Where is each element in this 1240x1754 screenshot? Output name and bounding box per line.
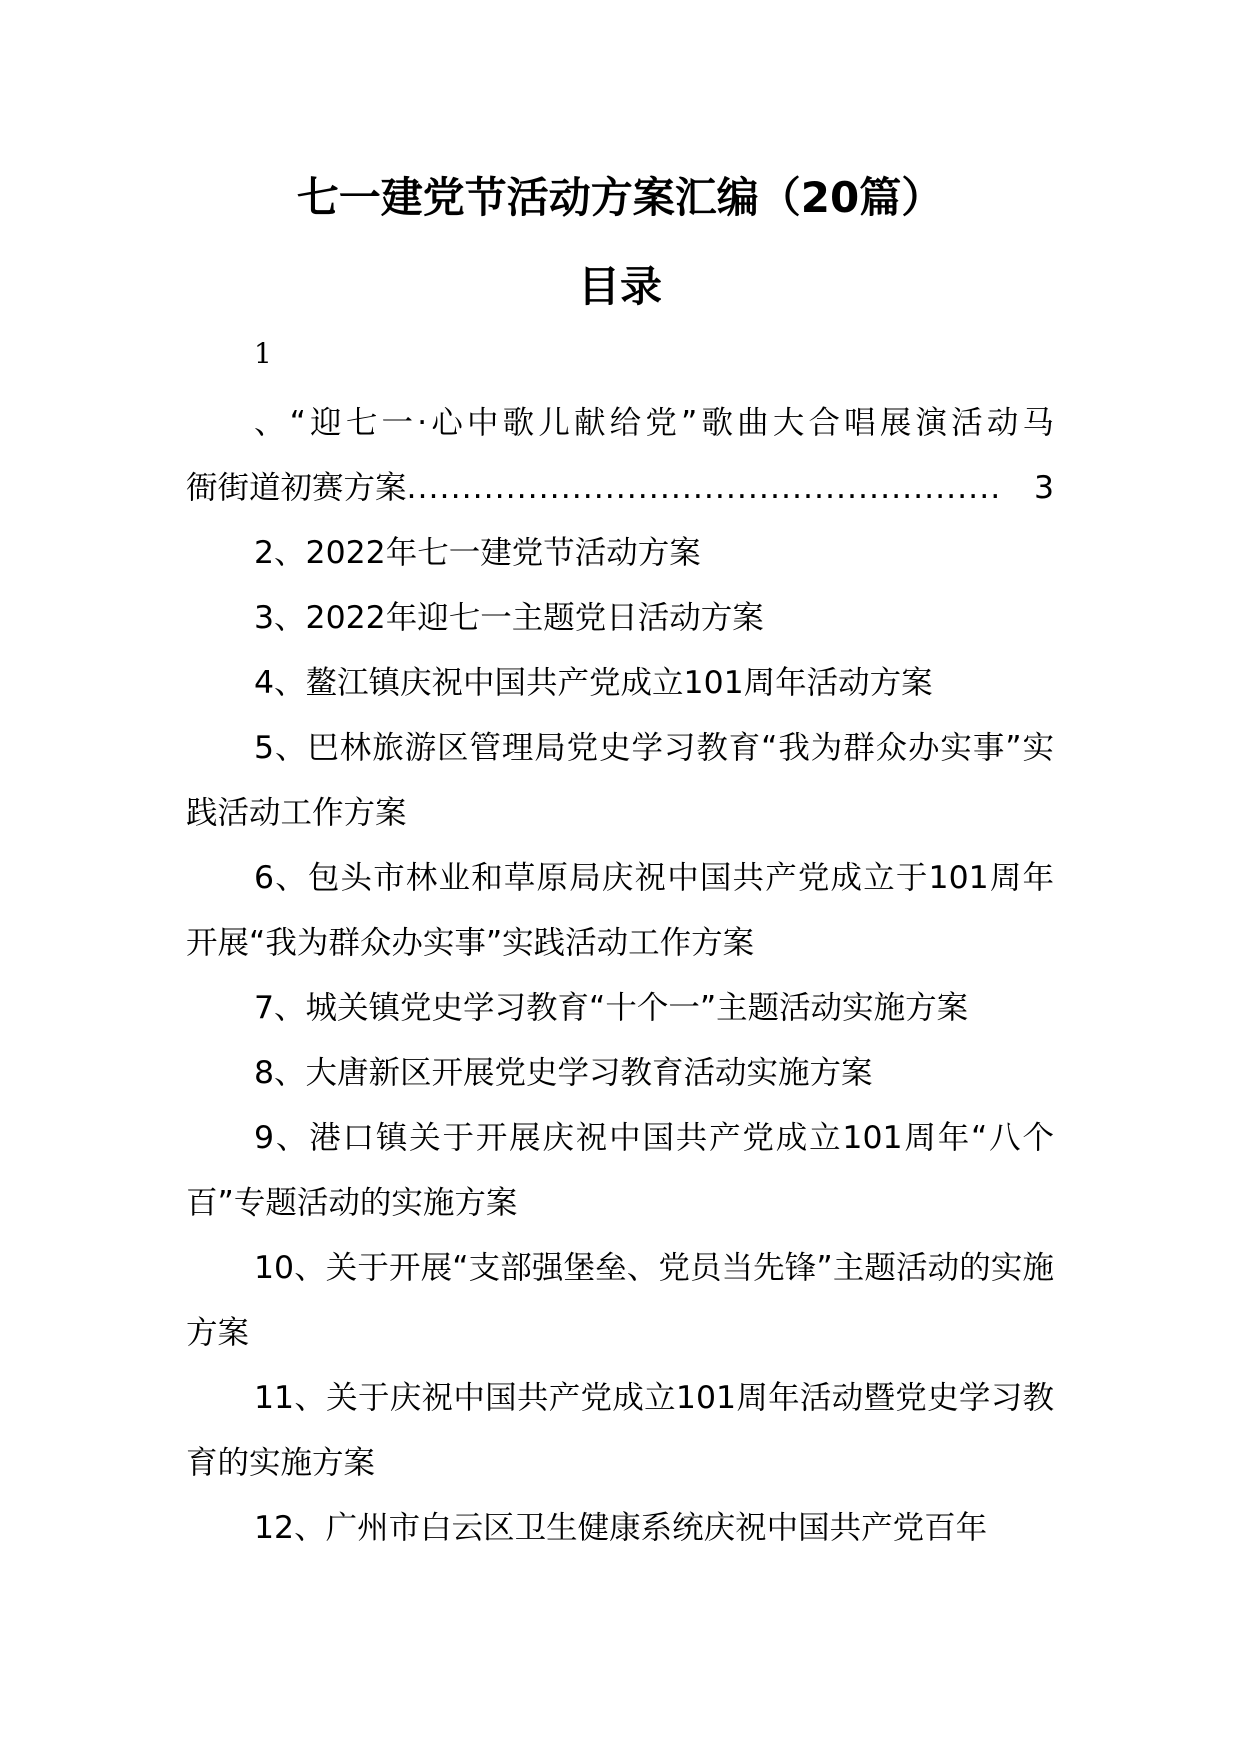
toc-entry-3[interactable]: 3、2022年迎七一主题党日活动方案 — [254, 600, 764, 636]
toc-entry-1-last-line — [186, 456, 1054, 521]
toc-entry-9[interactable]: 9、港口镇关于开展庆祝中国共产党成立101周年“八个百”专题活动的实施方案 — [186, 1120, 1054, 1221]
toc-entry-1-leader-dots: ...................................................... — [406, 470, 1002, 506]
document-title: 七一建党节活动方案汇编（20篇） — [296, 173, 944, 222]
toc-entry-1-page-number: 3 — [1033, 470, 1054, 506]
toc-entry-1-title-continued: 衙街道初赛方案 — [186, 470, 407, 506]
toc-entry-1-title: 、“迎七一·心中歌儿献给党”歌曲大合唱展演活动马 — [254, 405, 1054, 441]
toc-heading: 目录 — [577, 262, 662, 311]
toc-entry-5[interactable]: 5、巴林旅游区管理局党史学习教育“我为群众办实事”实践活动工作方案 — [186, 730, 1054, 831]
toc-entry-4[interactable]: 4、鳌江镇庆祝中国共产党成立101周年活动方案 — [254, 665, 933, 701]
toc-entry-7[interactable]: 7、城关镇党史学习教育“十个一”主题活动实施方案 — [254, 990, 969, 1026]
toc-entry-8[interactable]: 8、大唐新区开展党史学习教育活动实施方案 — [254, 1055, 873, 1091]
toc-entry-12[interactable]: 12、广州市白云区卫生健康系统庆祝中国共产党百年 — [254, 1510, 988, 1546]
toc-entry-1-number: 1 — [254, 337, 272, 370]
table-of-contents — [186, 391, 1054, 1561]
toc-entry-1[interactable] — [186, 391, 1054, 521]
toc-entry-10[interactable]: 10、关于开展“支部强堡垒、党员当先锋”主题活动的实施方案 — [186, 1250, 1054, 1351]
toc-entry-6[interactable]: 6、包头市林业和草原局庆祝中国共产党成立于101周年开展“我为群众办实事”实践活动工作方案 — [186, 860, 1054, 961]
toc-entry-11[interactable]: 11、关于庆祝中国共产党成立101周年活动暨党史学习教育的实施方案 — [186, 1380, 1054, 1481]
toc-entry-2[interactable]: 2、2022年七一建党节活动方案 — [254, 535, 701, 571]
